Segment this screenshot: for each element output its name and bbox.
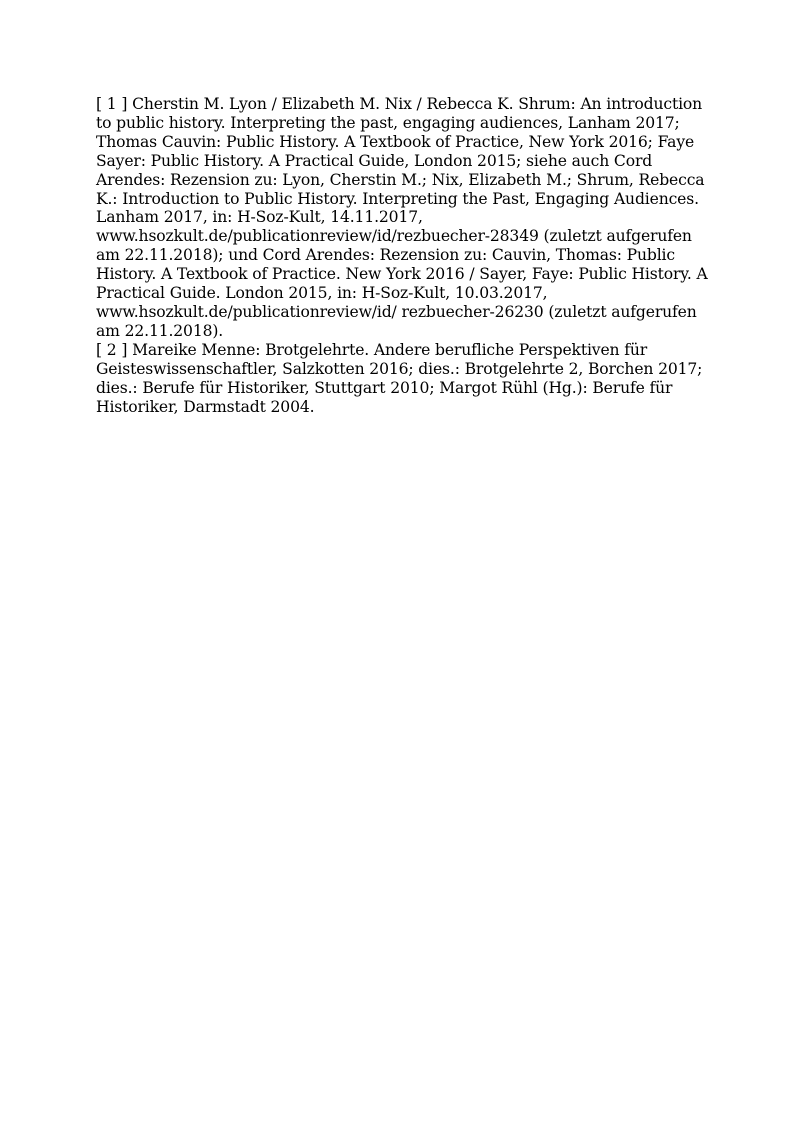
footnote-marker: [ 1 ] bbox=[96, 95, 133, 113]
footnote-2 bbox=[96, 341, 711, 417]
footnotes-block bbox=[96, 95, 711, 416]
footnote-text: Cherstin M. Lyon / Elizabeth M. Nix / Rebecca K. Shrum: An introduction to public history. Interpreting the past, engaging audiences, Lanham 2017; Thomas Cauvin: Public History. A Textbook of Practice, New York 2016; Faye Sayer: Public History. A Practical Guide, London 2015; siehe auch Cord Arendes: Rezension zu: Lyon, Cherstin M.; Nix, Elizabeth M.; Shrum, Rebecca K.: Introduction to Public History. Interpreting the Past, Engaging Audiences. Lanham 2017, in: H-Soz-Kult, 14.11.2017, www.hsozkult.de/publicationreview/id/rezbuecher-28349 (zuletzt aufgerufen am 22.11.2018); und Cord Arendes: Rezension zu: Cauvin, Thomas: Public History. A Textbook of Practice. New York 2016 / Sayer, Faye: Public History. A Practical Guide. London 2015, in: H-Soz-Kult, 10.03.2017, www.hsozkult.de/publicationreview/id/ rezbuecher-26230 (zuletzt aufgerufen am 22.11.2018). bbox=[96, 95, 708, 340]
footnote-text: Mareike Menne: Brotgelehrte. Andere berufliche Perspektiven für Geisteswissenschaftler, Salzkotten 2016; dies.: Brotgelehrte 2, Borchen 2017; dies.: Berufe für Historiker, Stuttgart 2010; Margot Rühl (Hg.): Berufe für Historiker, Darmstadt 2004. bbox=[96, 340, 703, 416]
footnote-marker: [ 2 ] bbox=[96, 340, 133, 359]
footnote-1 bbox=[96, 95, 711, 341]
